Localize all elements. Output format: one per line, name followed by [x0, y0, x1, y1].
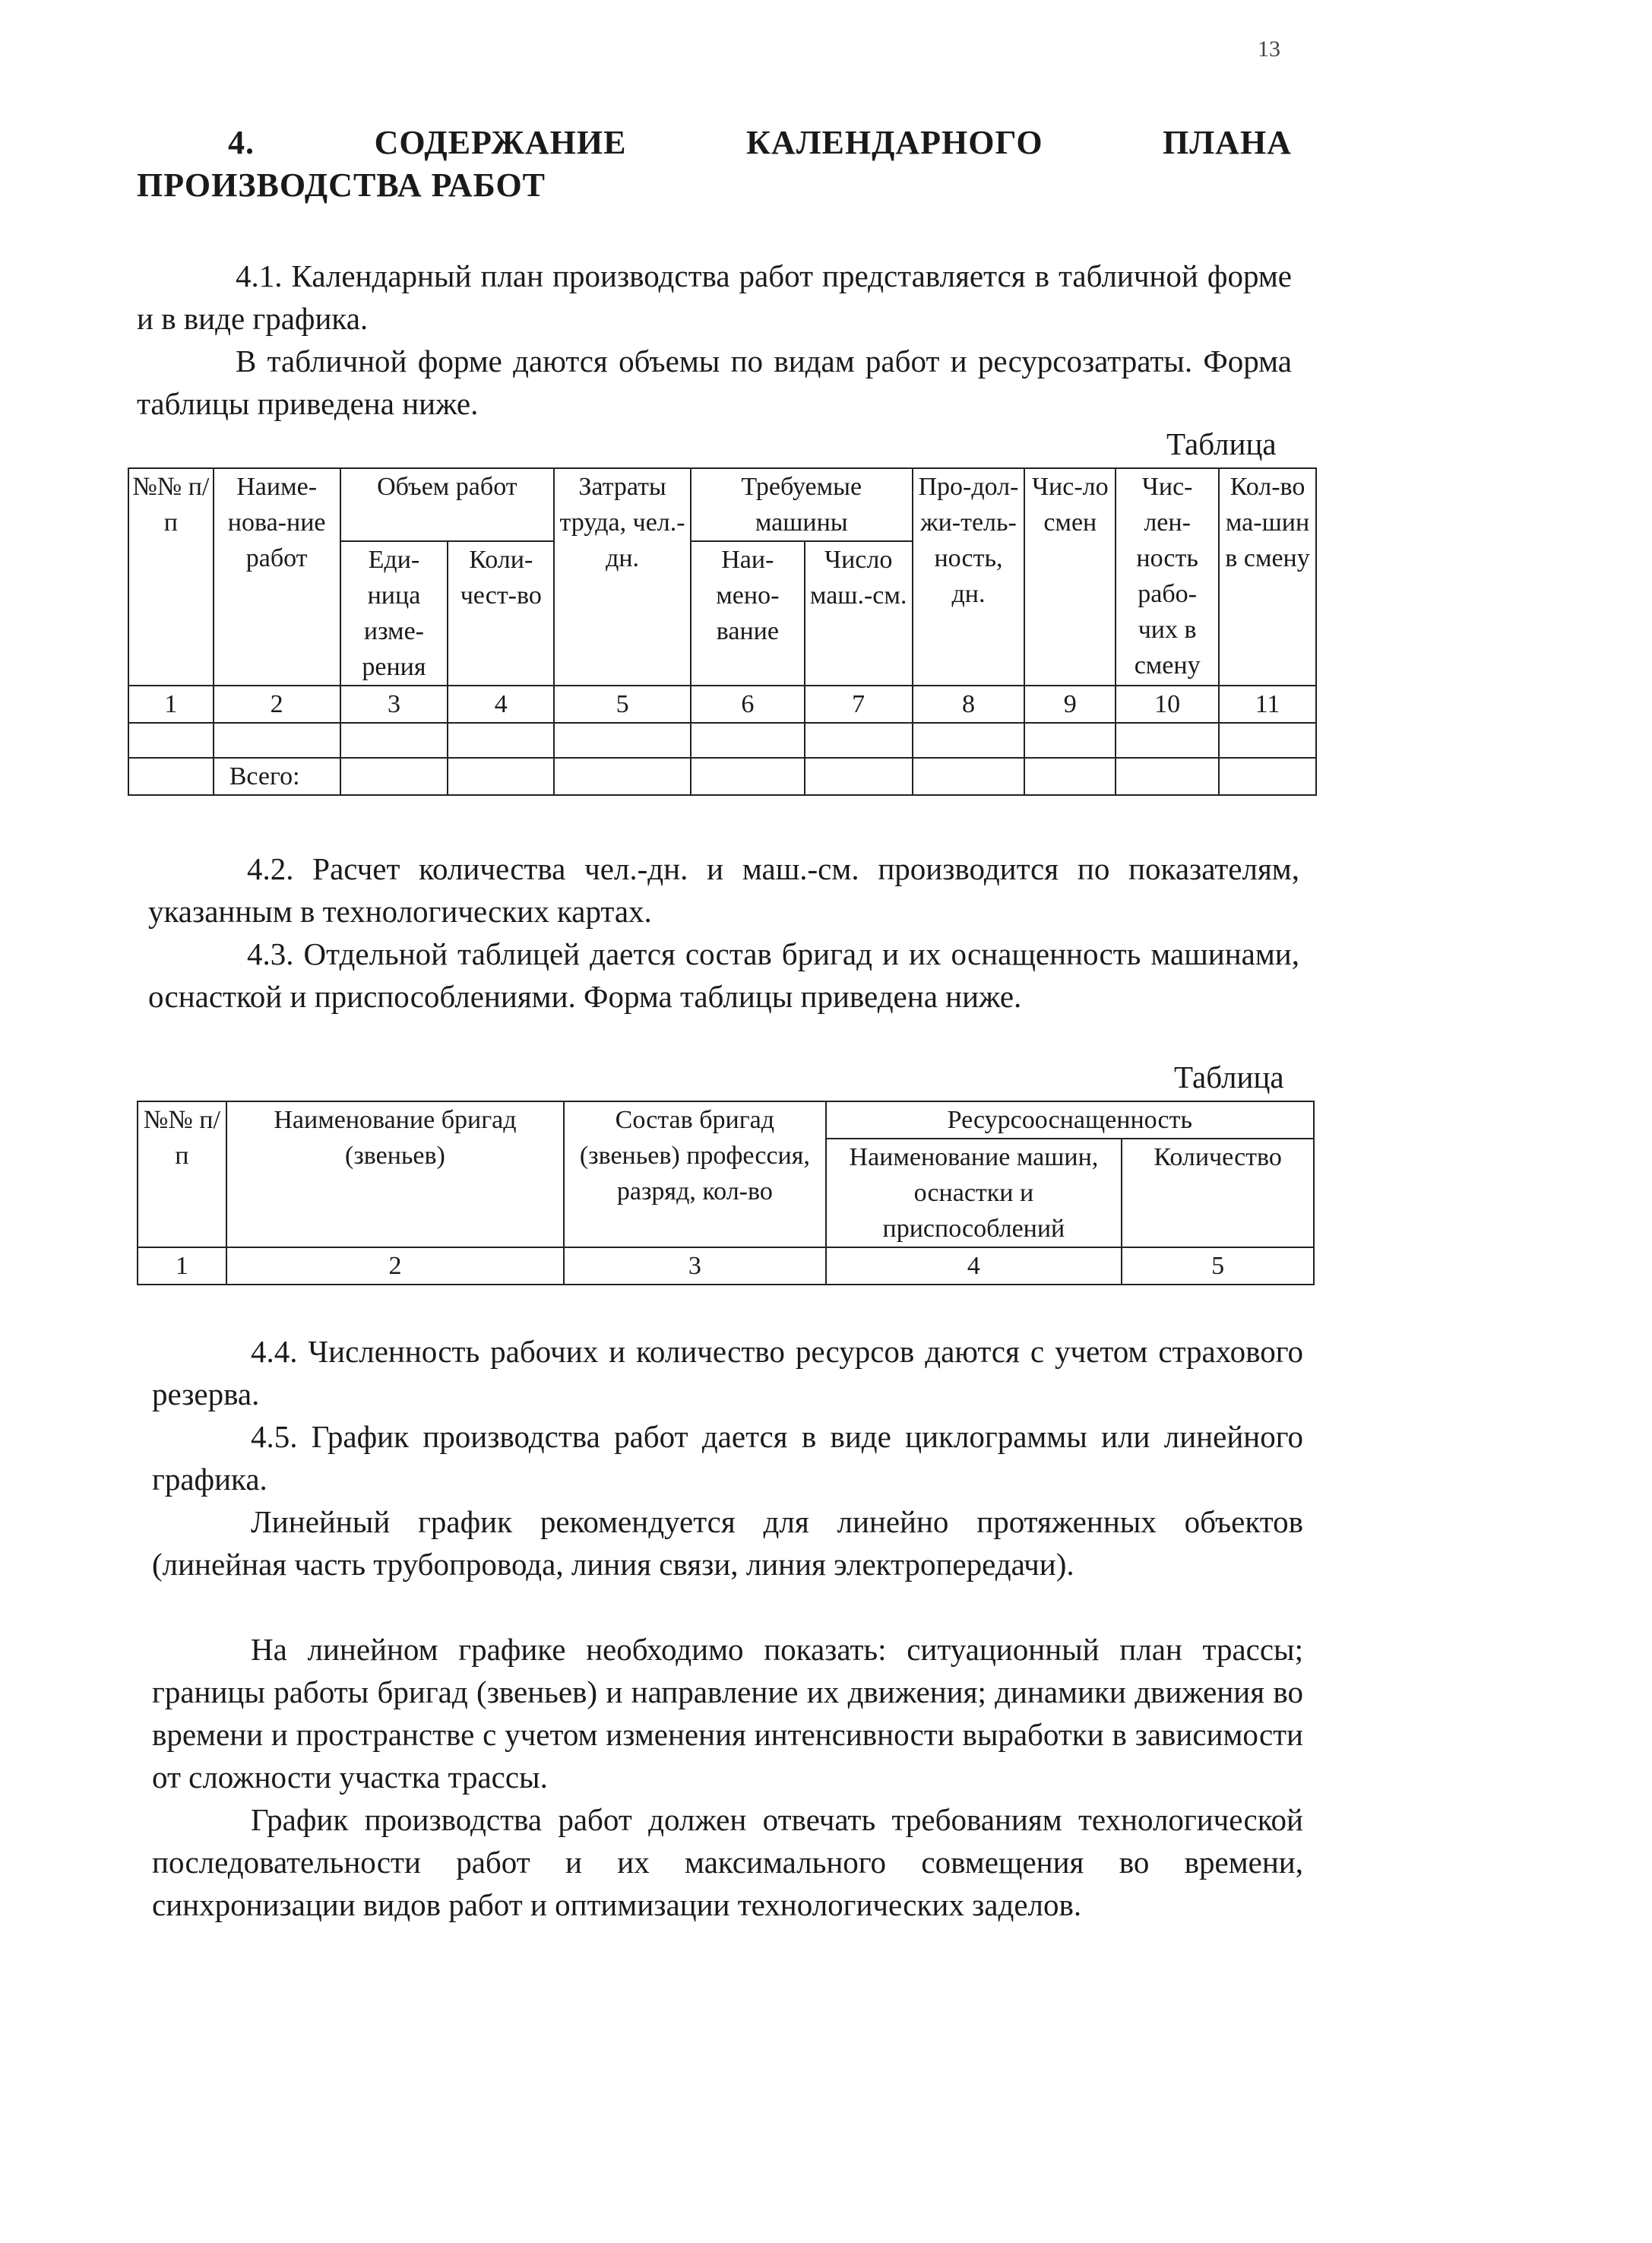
section-heading [137, 122, 1292, 207]
paragraph-4-3: 4.3. Отдельной таблицей дается состав бригад и их оснащенность машинами, оснасткой и приспособлениями. Форма таблицы приведена ниже. [148, 936, 1299, 1014]
table1-blank-row [128, 723, 1316, 758]
header-machines-group: Требуемые машины [691, 468, 913, 541]
header-resource-name: Наименование машин, оснастки и приспособлений [826, 1139, 1122, 1247]
col-number: 6 [691, 686, 805, 723]
col-number: 2 [226, 1247, 564, 1285]
header-volume-group: Объем работ [340, 468, 555, 541]
calendar-plan-table [128, 467, 1317, 796]
col-number: 10 [1116, 686, 1219, 723]
table2-header-row-1 [138, 1101, 1314, 1139]
header-resources-group: Ресурсооснащенность [826, 1101, 1314, 1139]
paragraph-4-2: 4.2. Расчет количества чел.-дн. и маш.-см. производится по показателям, указанным в технологических картах. [148, 851, 1299, 929]
col-number: 5 [554, 686, 691, 723]
heading-word-3: ПЛАНА [1163, 124, 1292, 161]
heading-line-2: ПРОИЗВОДСТВА РАБОТ [137, 166, 546, 204]
table1-caption: Таблица [1166, 426, 1277, 461]
col-number: 4 [826, 1247, 1122, 1285]
table2-caption: Таблица [1174, 1060, 1284, 1095]
col-number: 9 [1024, 686, 1116, 723]
table1-column-numbers [128, 686, 1316, 723]
paragraph-4-4: 4.4. Численность рабочих и количество ресурсов даются с учетом страхового резерва. [152, 1334, 1303, 1411]
header-workers: Чис-лен-ность рабо-чих в смену [1116, 468, 1219, 686]
col-number: 7 [805, 686, 913, 723]
col-number: 3 [340, 686, 448, 723]
header-unit: Еди-ница изме-рения [340, 541, 448, 686]
header-brigade-name: Наименование бригад (звеньев) [226, 1101, 564, 1247]
total-label: Всего: [214, 758, 340, 795]
paragraph-4-1: 4.1. Календарный план производства работ представляется в табличной форме и в виде графика. [137, 258, 1292, 336]
header-labor: Затраты труда, чел.-дн. [554, 468, 691, 686]
header-machines-per-shift: Кол-во ма-шин в смену [1219, 468, 1316, 686]
header-resource-qty: Количество [1122, 1139, 1314, 1247]
col-number: 5 [1122, 1247, 1314, 1285]
table1-header-row-1 [128, 468, 1316, 541]
heading-number: 4. [228, 124, 255, 161]
paragraph-linear-graph: Линейный график рекомендуется для линейно протяженных объектов (линейная часть трубопровода, линия связи, линия электропередачи). [152, 1504, 1303, 1582]
brigade-composition-table [137, 1101, 1315, 1285]
header-num: №№ п/п [138, 1101, 226, 1247]
header-brigade-composition: Состав бригад (звеньев) профессия, разряд, кол-во [564, 1101, 825, 1247]
header-qty: Коли-чест-во [448, 541, 554, 686]
paragraph-graph-content: На линейном графике необходимо показать: ситуационный план трассы; границы работы бригад (звеньев) и направление их движения; динамики движения во времени и пространстве с учетом изменения интенсивности выработки в зависимости от сложности участка трассы. [152, 1632, 1303, 1795]
col-number: 2 [214, 686, 340, 723]
col-number: 3 [564, 1247, 825, 1285]
col-number: 1 [138, 1247, 226, 1285]
header-num: №№ п/п [128, 468, 214, 686]
heading-word-1: СОДЕРЖАНИЕ [374, 124, 627, 161]
col-number: 8 [913, 686, 1025, 723]
paragraph-4-5: 4.5. График производства работ дается в виде циклограммы или линейного графика. [152, 1419, 1303, 1497]
header-duration: Про-дол-жи-тель-ность, дн. [913, 468, 1025, 686]
heading-word-2: КАЛЕНДАРНОГО [746, 124, 1043, 161]
page-number: 13 [1258, 36, 1280, 62]
table2-column-numbers [138, 1247, 1314, 1285]
col-number: 4 [448, 686, 554, 723]
header-machine-name: Наи-мено-вание [691, 541, 805, 686]
table1-total-row [128, 758, 1316, 795]
paragraph-4-1b: В табличной форме даются объемы по видам работ и ресурсозатраты. Форма таблицы приведена ниже. [137, 344, 1292, 421]
header-shifts: Чис-ло смен [1024, 468, 1116, 686]
paragraph-graph-requirements: График производства работ должен отвечать требованиям технологической последовательности работ и их максимального совмещения во времени, синхронизации видов работ и оптимизации технологических заделов. [152, 1802, 1303, 1922]
header-machine-count: Число маш.-см. [805, 541, 913, 686]
col-number: 11 [1219, 686, 1316, 723]
header-work-name: Наиме-нова-ние работ [214, 468, 340, 686]
col-number: 1 [128, 686, 214, 723]
